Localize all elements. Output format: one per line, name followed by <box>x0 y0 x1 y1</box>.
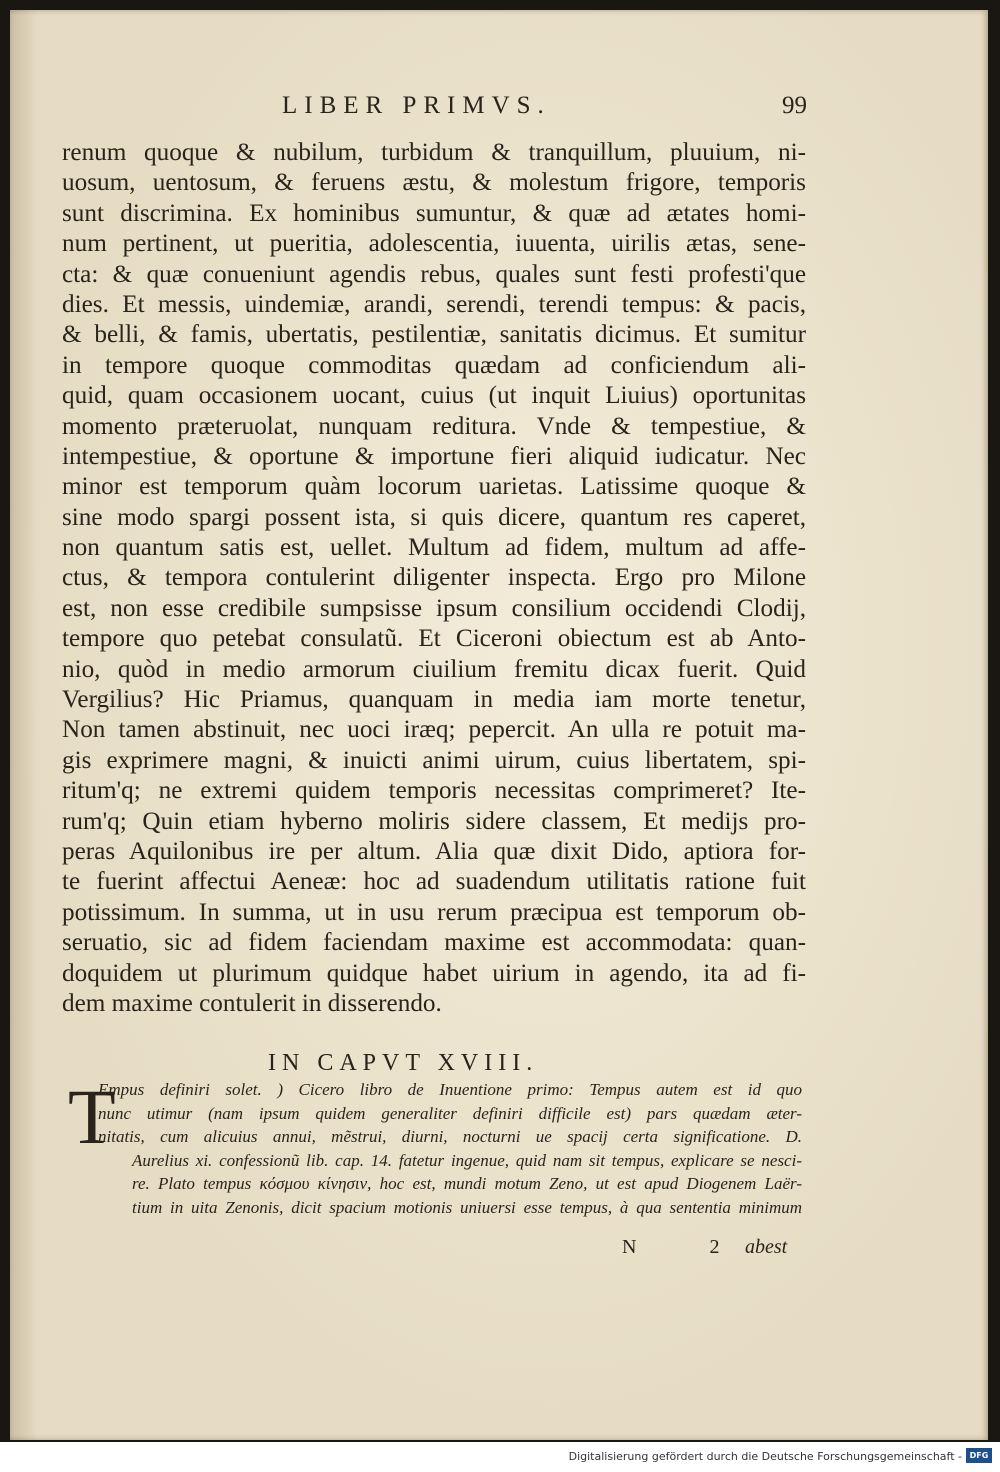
text-line: doquidem ut plurimum quidque habet uirium in agendo, ita ad fi- <box>62 959 806 987</box>
main-text-block <box>62 138 806 1019</box>
text-line: cta: & quæ conueniunt agendis rebus, quales sunt festi profesti'que <box>62 260 806 288</box>
text-line: momento præteruolat, nunquam reditura. Vnde & tempestiue, & <box>62 412 806 440</box>
commentary-line: nunc utimur (nam ipsum quidem generaliter definiri difficile est) pars quædam æter- <box>98 1103 802 1123</box>
text-line: rum'q; Quin etiam hyberno moliris sidere classem, Et medijs pro- <box>62 807 806 835</box>
digitization-footer <box>0 1442 1000 1472</box>
page-header <box>10 92 988 126</box>
text-line: ritum'q; ne extremi quidem temporis necessitas comprimeret? Ite- <box>62 777 806 805</box>
text-line: ctus, & tempora contulerint diligenter inspecta. Ergo pro Milone <box>62 564 806 592</box>
dfg-logo-icon: DFG <box>966 1448 992 1463</box>
signature-line <box>10 1236 988 1262</box>
text-line: dem maxime contulerit in disserendo. <box>62 989 442 1017</box>
text-line: nio, quòd in medio armorum ciuilium fremitu dicax fuerit. Quid <box>62 655 806 683</box>
text-line: potissimum. In summa, ut in usu rerum præcipua est temporum ob- <box>62 898 806 926</box>
text-line: tempore quo petebat consulatũ. Et Ciceroni obiectum est ab Anto- <box>62 625 806 653</box>
drop-cap: T <box>68 1073 116 1160</box>
text-line: sunt discrimina. Ex hominibus sumuntur, & quæ ad ætates homi- <box>62 199 806 227</box>
page-number: 99 <box>782 92 807 119</box>
text-line: seruatio, sic ad fidem faciendam maxime est accommodata: quan- <box>62 929 806 957</box>
text-line: uosum, uentosum, & feruens æstu, & molestum frigore, temporis <box>62 169 806 197</box>
text-line: in tempore quoque commoditas quædam ad conficiendum ali- <box>62 351 806 379</box>
text-line: Vergilius? Hic Priamus, quanquam in media iam morte tenetur, <box>62 686 806 714</box>
text-line: gis exprimere magni, & inuicti animi uirum, cuius libertatem, spi- <box>62 746 806 774</box>
text-line: te fuerint affectui Aeneæ: hoc ad suadendum utilitatis ratione fuit <box>62 868 806 896</box>
text-line: est, non esse credibile sumpsisse ipsum consilium occidendi Clodij, <box>62 594 806 622</box>
signature-mark: N 2 <box>622 1236 754 1258</box>
text-line: num pertinent, ut pueritia, adolescentia, iuuenta, uirilis ætas, sene- <box>62 230 806 258</box>
commentary-line: Empus definiri solet. ) Cicero libro de Inuentione primo: Tempus autem est id quo <box>98 1080 802 1099</box>
text-line: quid, quam occasionem uocant, cuius (ut inquit Liuius) oportunitas <box>62 382 806 410</box>
chapter-heading: IN CAPVT XVIII. <box>268 1050 539 1076</box>
text-line: minor est temporum quàm locorum uarietas. Latissime quoque & <box>62 473 806 501</box>
commentary-line: tium in uita Zenonis, dicit spacium motionis uniuersi esse tempus, à qua sententia minimum <box>132 1197 802 1217</box>
running-head: LIBER PRIMVS. <box>282 92 551 119</box>
commentary-lines <box>98 1078 802 1220</box>
book-page <box>10 10 988 1440</box>
text-line: & belli, & famis, ubertatis, pestilentiæ, sanitatis dicimus. Et sumitur <box>62 321 806 349</box>
text-line: intempestiue, & oportune & importune fieri aliquid iudicatur. Nec <box>62 442 806 470</box>
text-line: Non tamen abstinuit, nec uoci iræq; pepercit. An ulla re potuit ma- <box>62 716 806 744</box>
text-line: renum quoque & nubilum, turbidum & tranquillum, pluuium, ni- <box>62 139 806 166</box>
text-line: dies. Et messis, uindemiæ, arandi, serendi, terendi tempus: & pacis, <box>62 290 806 318</box>
text-line: peras Aquilonibus ire per altum. Alia quæ dixit Dido, aptiora for- <box>62 837 806 865</box>
text-line: sine modo spargi possent ista, si quis dicere, quantum res caperet, <box>62 503 806 531</box>
commentary-line: nitatis, cum alicuius annui, mẽstrui, diurni, nocturni ue spacij certa significatione. D. <box>98 1127 802 1147</box>
funding-credit: Digitalisierung gefördert durch die Deutsche Forschungsgemeinschaft - <box>568 1450 962 1463</box>
commentary-line: Aurelius xi. confessionũ lib. cap. 14. fatetur ingenue, quid nam sit tempus, explicare se nesci- <box>132 1150 802 1170</box>
text-line: non quantum satis est, uellet. Multum ad fidem, multum ad affe- <box>62 534 806 562</box>
commentary-line: re. Plato tempus κόσμου κίνησιν, hoc est, mundi motum Zeno, ut est apud Diogenem Laër- <box>132 1174 802 1194</box>
catchword: abest <box>745 1236 788 1258</box>
